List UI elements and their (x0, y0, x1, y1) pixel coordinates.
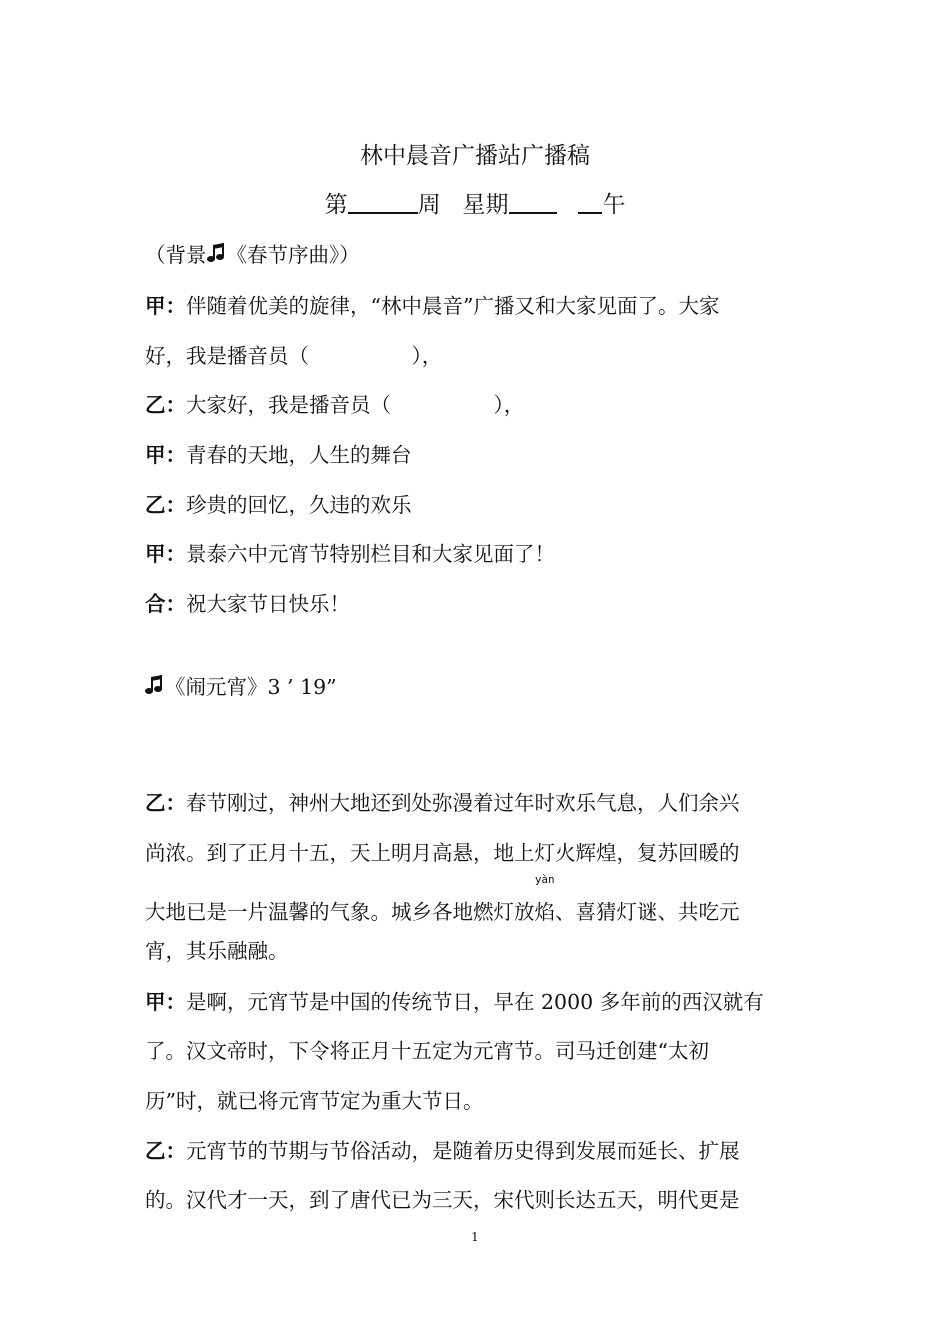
line-text: 的。汉代才一天，到了唐代已为三天，宋代则长达五天，明代更是 (145, 1188, 740, 1212)
schedule-wu: 午 (602, 192, 626, 218)
paragraph-line (145, 1034, 815, 1064)
paragraph-line (145, 786, 815, 816)
paragraph-line (145, 836, 815, 866)
schedule-xingqi: 星期 (462, 192, 509, 218)
schedule-line (0, 186, 950, 219)
line-text: 春节刚过，神州大地还到处弥漫着过年时欢乐气息，人们余兴 (186, 791, 740, 815)
script-line (145, 587, 815, 617)
paragraph-line (145, 873, 815, 925)
speaker-label: 甲： (145, 294, 186, 318)
weekday-blank (509, 188, 557, 214)
paragraph-line (145, 985, 815, 1015)
line-text: 伴随着优美的旋律，“林中晨音”广播又和大家见面了。大家 (186, 294, 720, 318)
speaker-label: 乙： (145, 791, 186, 815)
line-text: 珍贵的回忆，久违的欢乐 (186, 493, 412, 517)
pinyin-annotation: yàn (534, 873, 555, 886)
script-line (145, 289, 815, 319)
line-text: 大家好，我是播音员（ ）， (186, 393, 525, 417)
line-text: 了。汉文帝时，下令将正月十五定为元宵节。司马迁创建“太初 (145, 1039, 709, 1063)
line-text: 历”时，就已将元宵节定为重大节日。 (145, 1089, 484, 1113)
script-line (145, 388, 815, 418)
page-number: 1 (471, 1230, 479, 1244)
music-note-icon (145, 675, 165, 697)
script-line (145, 537, 815, 567)
background-label: （背景 (145, 243, 207, 267)
line-text: 尚浓。到了正月十五，天上明月高悬，地上灯火辉煌，复苏回暖的 (145, 841, 740, 865)
line-text: 景泰六中元宵节特别栏目和大家见面了！ (186, 542, 555, 566)
music-note-icon (207, 243, 227, 265)
background-music-line (145, 238, 815, 268)
line-text: 是啊，元宵节是中国的传统节日，早在 2000 多年前的西汉就有 (186, 990, 764, 1014)
paragraph-line (145, 1134, 815, 1164)
schedule-di: 第 (324, 192, 348, 218)
speaker-label: 甲： (145, 443, 186, 467)
song-title: 《闹元宵》3 ’ 19” (165, 675, 337, 699)
schedule-zhou: 周 (417, 192, 441, 218)
annotated-glyph: 焰 (534, 900, 555, 924)
script-line (145, 339, 815, 369)
page-title: 林中晨音广播站广播稿 (360, 143, 590, 169)
week-blank (348, 188, 418, 214)
paragraph-line (145, 1084, 815, 1114)
line-text: 宵，其乐融融。 (145, 939, 289, 963)
song-line (145, 670, 815, 700)
line-text: 祝大家节日快乐！ (186, 592, 350, 616)
speaker-label: 乙： (145, 393, 186, 417)
line-text: 大地已是一片温馨的气象。城乡各地燃灯放 (145, 900, 535, 924)
speaker-label: 合： (145, 592, 186, 616)
speaker-label: 乙： (145, 1139, 186, 1163)
paragraph-line (145, 934, 815, 964)
script-line (145, 438, 815, 468)
line-text: 好，我是播音员（ ）， (145, 344, 443, 368)
line-text: 元宵节的节期与节俗活动，是随着历史得到发展而延长、扩展 (186, 1139, 740, 1163)
speaker-label: 乙： (145, 493, 186, 517)
speaker-label: 甲： (145, 990, 186, 1014)
paragraph-line (145, 1183, 815, 1213)
speaker-label: 甲： (145, 542, 186, 566)
line-text: 青春的天地，人生的舞台 (186, 443, 412, 467)
line-text: 、喜猜灯谜、共吃元 (555, 900, 740, 924)
ampm-blank (578, 188, 602, 214)
background-music-title: 《春节序曲》） (226, 243, 360, 267)
annotated-character (534, 873, 556, 925)
script-line (145, 488, 815, 518)
